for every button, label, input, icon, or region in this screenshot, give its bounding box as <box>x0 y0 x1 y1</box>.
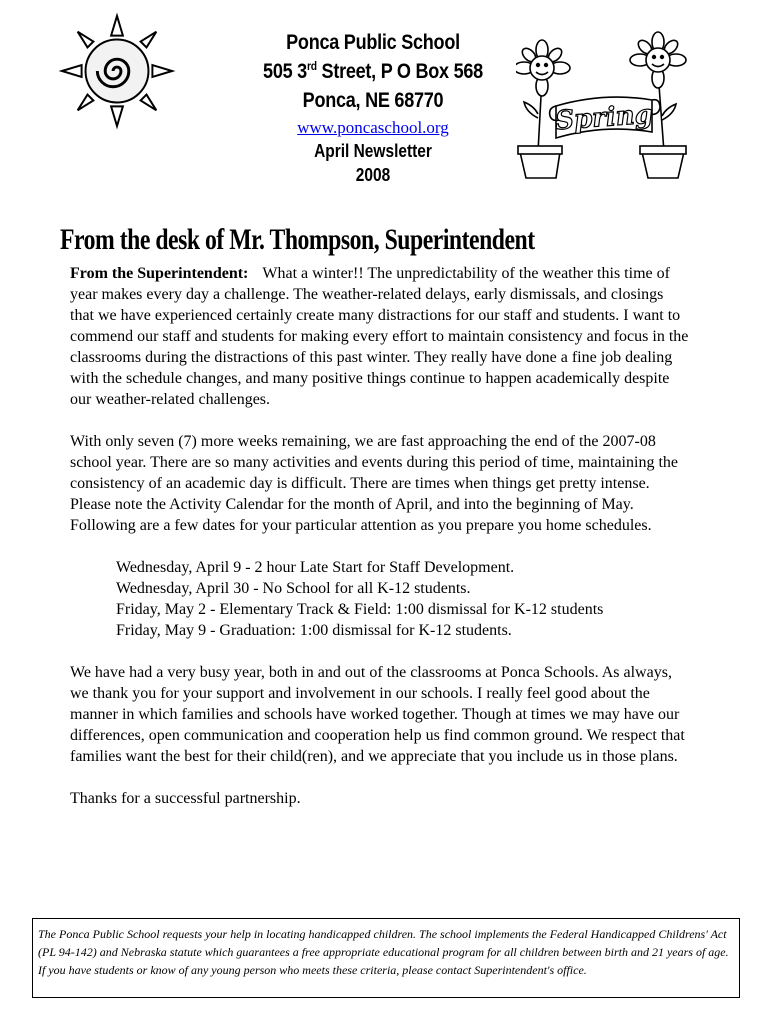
city-state-zip: Ponca, NE 68770 <box>302 89 444 112</box>
date-item: Wednesday, April 30 - No School for all K-12 students. <box>116 580 471 597</box>
handicapped-children-notice: The Ponca Public School requests your help in locating handicapped children. The school implements the Federal Handicapped Childrens' Act (PL 94-142) and Nebraska statute which guarantees a free appropriate educational program for all children between birth and 21 years of age. If you have students or know of any young person who meets these criteria, please contact Superintendent's office. <box>32 918 740 998</box>
paragraph-3: We have had a very busy year, both in and out of the classrooms at Ponca Schools. As always, we thank you for your support and involvement in our schools. I really feel good about the manner in which families and schools have worked together. Though at times we may have our differences, open communication and cooperation help us find common ground. We respect that families want the best for their child(ren), and we appreciate that you include us in those plans. <box>70 664 685 765</box>
important-dates-list <box>116 557 690 641</box>
newsletter-header <box>200 28 546 187</box>
spring-flowers-icon <box>516 28 692 196</box>
newsletter-title: April Newsletter <box>314 141 432 161</box>
spring-banner-text: Spring <box>554 99 654 137</box>
date-item: Friday, May 2 - Elementary Track & Field: 1:00 dismissal for K-12 students <box>116 601 604 618</box>
paragraph-2: With only seven (7) more weeks remaining, we are fast approaching the end of the 2007-08 school year. There are so many activities and events during this period of time, maintaining the consistency of an academic day is difficult. There are times when things get pretty intense. Please note the Activity Calendar for the month of April, and into the beginning of May. Following are a few dates for your particular attention as you prepare you home schedules. <box>70 433 678 534</box>
school-name: Ponca Public School <box>286 31 460 54</box>
website-link[interactable]: www.poncaschool.org <box>297 118 449 137</box>
article-body <box>70 263 690 830</box>
smiling-sun-icon <box>58 12 176 130</box>
newsletter-year: 2008 <box>355 165 391 185</box>
lead-in: From the Superintendent: <box>70 265 249 282</box>
date-item: Wednesday, April 9 - 2 hour Late Start for Staff Development. <box>116 559 515 576</box>
closing-line: Thanks for a successful partnership. <box>70 790 301 807</box>
article-title: From the desk of Mr. Thompson, Superintendent <box>60 223 535 256</box>
street-address: 505 3rd Street, P O Box 568 <box>263 59 483 83</box>
paragraph-1: From the Superintendent: What a winter!! The unpredictability of the weather this time of year makes every day a challenge. The weather-related delays, early dismissals, and closings that we have experienced certainly create many distractions for our staff and students. I want to commend our staff and students for making every effort to maintain consistency and focus in the classrooms during the distractions of this past winter. They really have done a fine job dealing with the schedule changes, and many positive things continue to happen academically despite our weather-related challenges. <box>70 265 689 408</box>
date-item: Friday, May 9 - Graduation: 1:00 dismissal for K-12 students. <box>116 622 512 639</box>
